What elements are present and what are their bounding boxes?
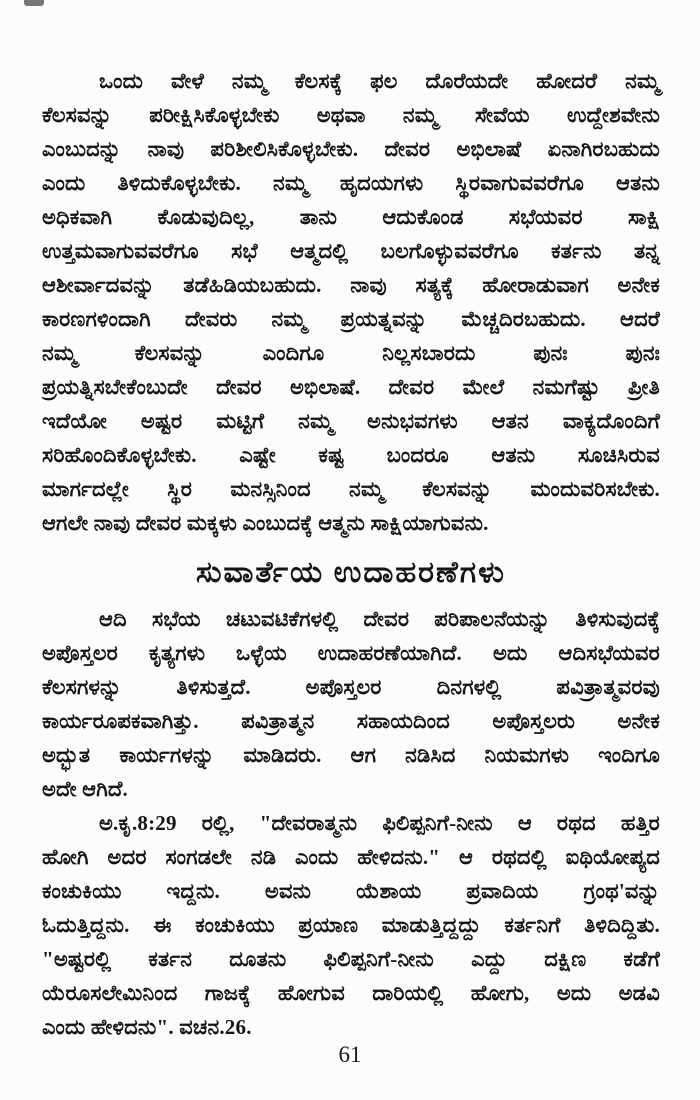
text-line: ಅದೇ ಆಗಿದೆ. [42, 777, 128, 801]
text-line: ಅದ್ಭುತ ಕಾರ್ಯಗಳನ್ನು ಮಾಡಿದರು. ಆಗ ನಡಿಸಿದ ನಿಯಮಗಳು ಇಂದಿಗೂ [42, 743, 660, 767]
scan-artifact-mark [24, 0, 44, 6]
text-line: ಕೆಲಸಗಳನ್ನು ತಿಳಿಸುತ್ತದೆ. ಅಪೊಸ್ತಲರ ದಿನಗಳಲ್ಲಿ ಪವಿತ್ರಾತ್ಮವರವು [42, 675, 660, 699]
text-line: ಎಂದು ಹೇಳಿದನು". ವಚನ.26. [42, 1015, 252, 1039]
text-line: ಅಪೊಸ್ತಲರ ಕೃತ್ಯಗಳು ಒಳ್ಳೆಯ ಉದಾಹರಣೆಯಾಗಿದೆ. ಅದು ಆದಿಸಭೆಯವರ [42, 641, 660, 665]
text-line: ಕಂಚುಕಿಯು ಇದ್ದನು. ಅವನು ಯೆಶಾಯ ಪ್ರವಾದಿಯ ಗ್ರಂಥ'ವನ್ನು [42, 879, 660, 903]
paragraph-early-church [42, 602, 660, 806]
text-line: ಒಂದು ವೇಳೆ ನಮ್ಮ ಕೆಲಸಕ್ಕೆ ಫಲ ದೊರೆಯದೇ ಹೋದರೆ ನಮ್ಮ [99, 69, 660, 93]
text-line: ಹೋಗಿ ಅದರ ಸಂಗಡಲೇ ನಡಿ ಎಂದು ಹೇಳಿದನು." ಆ ರಥದಲ್ಲಿ ಐಥಿಯೋಪ್ಯದ [42, 845, 660, 869]
paragraph-acts-quote [42, 806, 660, 1044]
text-line: ಕೆಲಸವನ್ನು ಪರೀಕ್ಷಿಸಿಕೊಳ್ಳಬೇಕು ಅಥವಾ ನಮ್ಮ ಸೇವೆಯ ಉದ್ದೇಶವೇನು [42, 103, 660, 127]
text-line: ಅ.ಕೃ.8:29 ರಲ್ಲಿ, "ದೇವರಾತ್ಮನು ಫಿಲಿಪ್ಪನಿಗೆ-ನೀನು ಆ ರಥದ ಹತ್ತಿರ [99, 811, 660, 835]
text-line: ಆಗಲೇ ನಾವು ದೇವರ ಮಕ್ಕಳು ಎಂಬುದಕ್ಕೆ ಆತ್ಮನು ಸಾಕ್ಷಿಯಾಗುವನು. [42, 511, 489, 535]
text-line: ಉತ್ತಮವಾಗುವವರೆಗೂ ಸಭೆ ಆತ್ಮದಲ್ಲಿ ಬಲಗೊಳ್ಳುವವರೆಗೂ ಕರ್ತನು ತನ್ನ [42, 239, 660, 263]
text-line: ಸರಿಹೊಂದಿಕೊಳ್ಳಬೇಕು. ಎಷ್ಟೇ ಕಷ್ಟ ಬಂದರೂ ಆತನು ಸೂಚಿಸಿರುವ [42, 443, 660, 467]
text-line: ಕಾರ್ಯರೂಪಕವಾಗಿತ್ತು. ಪವಿತ್ರಾತ್ಮನ ಸಹಾಯದಿಂದ ಅಪೊಸ್ತಲರು ಅನೇಕ [42, 709, 660, 733]
section-heading: ಸುವಾರ್ತೆಯ ಉದಾಹರಣೆಗಳು [196, 556, 506, 589]
text-line: "ಅಷ್ಟರಲ್ಲಿ ಕರ್ತನ ದೂತನು ಫಿಲಿಪ್ಪನಿಗೆ-ನೀನು ಎದ್ದು ದಕ್ಷಿಣ ಕಡೆಗೆ [42, 947, 660, 971]
text-line: ಎಂಬುದನ್ನು ನಾವು ಪರಿಶೀಲಿಸಿಕೊಳ್ಳಬೇಕು. ದೇವರ ಅಭಿಲಾಷೆ ಏನಾಗಿರಬಹುದು [42, 137, 660, 161]
page-number: 61 [338, 1042, 362, 1067]
text-line: ಪ್ರಯತ್ನಿಸಬೇಕೆಂಬುದೇ ದೇವರ ಅಭಿಲಾಷೆ. ದೇವರ ಮೇಲೆ ನಮಗೆಷ್ಟು ಪ್ರೀತಿ [42, 375, 660, 399]
paragraph-intro [42, 64, 660, 540]
text-line: ನಮ್ಮ ಕೆಲಸವನ್ನು ಎಂದಿಗೂ ನಿಲ್ಲಸಬಾರದು ಪುನಃ ಪುನಃ [42, 341, 660, 365]
text-line: ಓದುತ್ತಿದ್ದನು. ಈ ಕಂಚುಕಿಯು ಪ್ರಯಾಣ ಮಾಡುತ್ತಿದ್ದದ್ದು ಕರ್ತನಿಗೆ ತಿಳಿದಿದ್ದಿತು. [42, 913, 660, 937]
text-line: ಆದಿ ಸಭೆಯ ಚಟುವಟಿಕೆಗಳಲ್ಲಿ ದೇವರ ಪರಿಪಾಲನೆಯನ್ನು ತಿಳಿಸುವುದಕ್ಕೆ [99, 607, 660, 631]
text-line: ಆಶೀರ್ವಾದವನ್ನು ತಡೆಹಿಡಿಯಬಹುದು. ನಾವು ಸತ್ಯಕ್ಕೆ ಹೋರಾಡುವಾಗ ಅನೇಕ [42, 273, 660, 297]
text-block [42, 64, 660, 1044]
text-line: ಅಧಿಕವಾಗಿ ಕೊಡುವುದಿಲ್ಲ, ತಾನು ಆದುಕೊಂಡ ಸಭೆಯವರ ಸಾಕ್ಷಿ [42, 205, 660, 229]
text-line: ಮಾರ್ಗದಲ್ಲೇ ಸ್ಥಿರ ಮನಸ್ಸಿನಿಂದ ನಮ್ಮ ಕೆಲಸವನ್ನು ಮಂದುವರಿಸಬೇಕು. [42, 477, 660, 501]
text-line: ಎಂದು ತಿಳಿದುಕೊಳ್ಳಬೇಕು. ನಮ್ಮ ಹೃದಯಗಳು ಸ್ಥಿರವಾಗುವವರೆಗೂ ಆತನು [42, 171, 660, 195]
text-line: ಯೆರೂಸಲೇಮಿನಿಂದ ಗಾಜಕ್ಕೆ ಹೋಗುವ ದಾರಿಯಲ್ಲಿ ಹೋಗು, ಅದು ಅಡವಿ [42, 981, 660, 1005]
text-line: ಕಾರಣಗಳಿಂದಾಗಿ ದೇವರು ನಮ್ಮ ಪ್ರಯತ್ನವನ್ನು ಮೆಚ್ಚದಿರಬಹುದು. ಆದರೆ [42, 307, 660, 331]
text-line: ಇದೆಯೋ ಅಷ್ಟರ ಮಟ್ಟಿಗೆ ನಮ್ಮ ಅನುಭವಗಳು ಆತನ ವಾಕ್ಯದೊಂದಿಗೆ [42, 409, 660, 433]
